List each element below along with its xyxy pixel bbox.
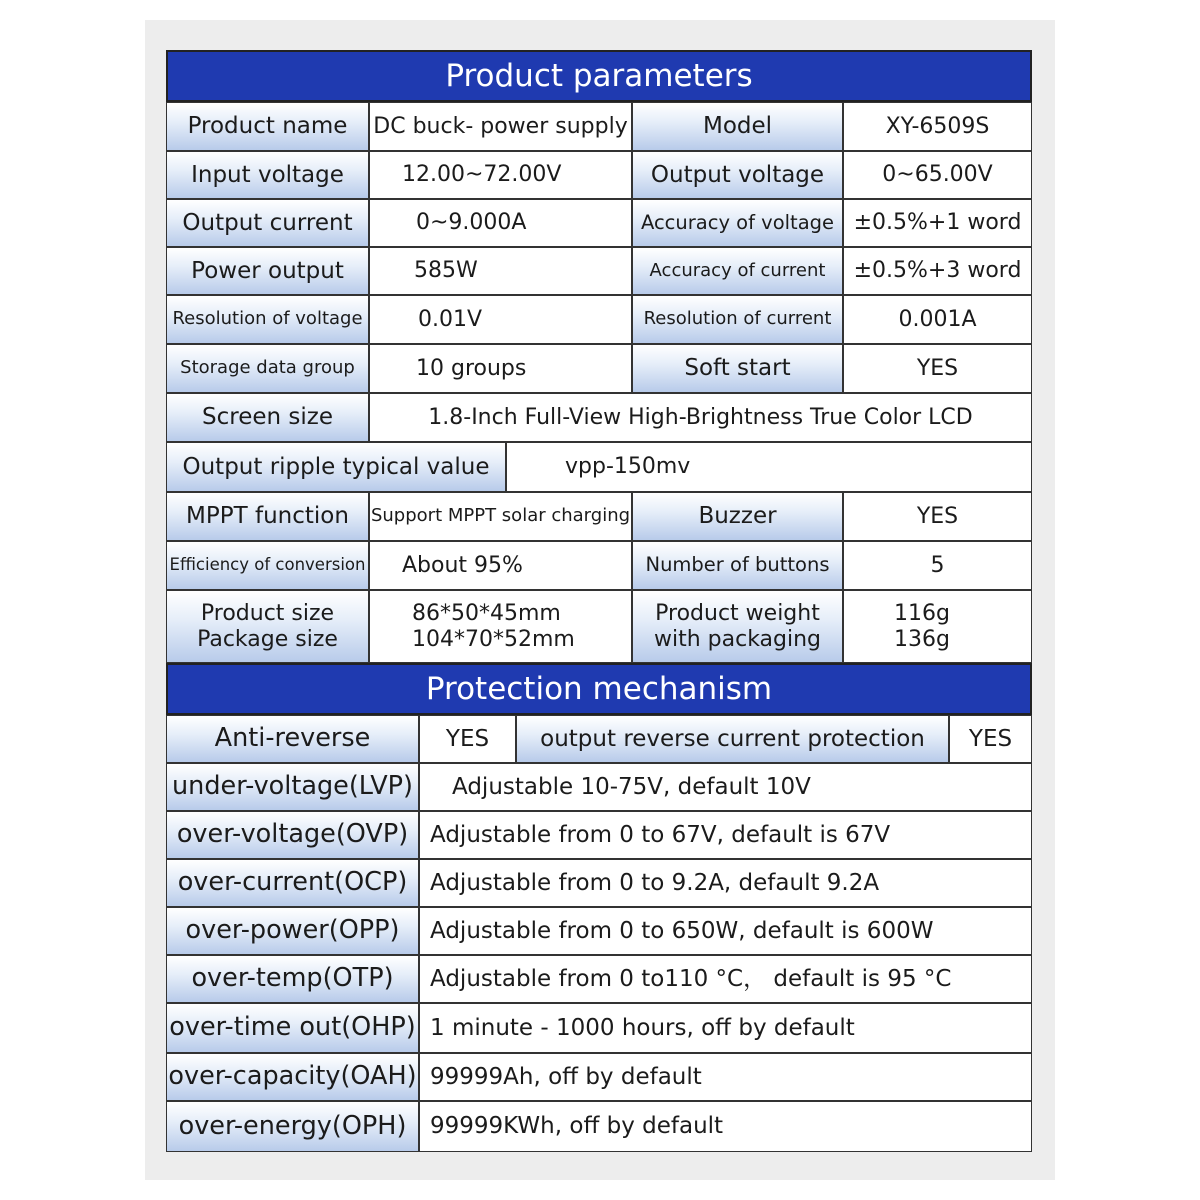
efficiency-of-conversion-value: About 95% [369, 541, 632, 590]
power-output-label: Power output [166, 247, 369, 295]
protection-row-label-ohp: over-time out(OHP) [166, 1003, 419, 1053]
power-output-value: 585W [369, 247, 632, 295]
protection-row-label-ocp: over-current(OCP) [166, 859, 419, 907]
package-size-value: 104*70*52mm [412, 626, 575, 652]
product-parameters-header: Product parameters [166, 50, 1032, 102]
protection-row-value-ocp: Adjustable from 0 to 9.2A, default 9.2A [419, 859, 1032, 907]
output-ripple-value: vpp-150mv [506, 442, 1032, 492]
model-value: XY-6509S [843, 102, 1032, 151]
storage-data-group-value: 10 groups [369, 344, 632, 393]
reverse-current-protection-label: output reverse current protection [516, 715, 949, 763]
output-current-label: Output current [166, 199, 369, 247]
input-voltage-value: 12.00~72.00V [369, 151, 632, 199]
output-ripple-label: Output ripple typical value [166, 442, 506, 492]
accuracy-of-current-value: ±0.5%+3 word [843, 247, 1032, 295]
soft-start-label: Soft start [632, 344, 843, 393]
protection-row-label-ovp: over-voltage(OVP) [166, 811, 419, 859]
product-weight-value [843, 590, 1032, 663]
efficiency-of-conversion-label: Efficiency of conversion [166, 541, 369, 590]
package-size-label: Package size [197, 626, 338, 652]
accuracy-of-voltage-value: ±0.5%+1 word [843, 199, 1032, 247]
product-name-label: Product name [166, 102, 369, 151]
protection-row-label-lvp: under-voltage(LVP) [166, 763, 419, 811]
protection-row-value-ohp: 1 minute - 1000 hours, off by default [419, 1003, 1032, 1053]
protection-row-value-lvp: Adjustable 10-75V, default 10V [419, 763, 1032, 811]
buzzer-value: YES [843, 492, 1032, 541]
screen-size-value: 1.8-Inch Full-View High-Brightness True Color LCD [369, 393, 1032, 442]
protection-row-label-otp: over-temp(OTP) [166, 955, 419, 1003]
output-voltage-label: Output voltage [632, 151, 843, 199]
number-of-buttons-label: Number of buttons [632, 541, 843, 590]
product-name-value: DC buck- power supply [369, 102, 632, 151]
buzzer-label: Buzzer [632, 492, 843, 541]
protection-row-value-ovp: Adjustable from 0 to 67V, default is 67V [419, 811, 1032, 859]
resolution-of-current-label: Resolution of current [632, 295, 843, 344]
product-package-size-value [369, 590, 632, 663]
resolution-of-voltage-label: Resolution of voltage [166, 295, 369, 344]
protection-row-label-oph: over-energy(OPH) [166, 1101, 419, 1152]
packaging-weight-value-line: 136g [894, 626, 950, 652]
product-weight-value-line: 116g [894, 601, 950, 627]
protection-row-value-otp: Adjustable from 0 to110 °C， default is 95 °C [419, 955, 1032, 1003]
soft-start-value: YES [843, 344, 1032, 393]
mppt-function-label: MPPT function [166, 492, 369, 541]
protection-row-value-opp: Adjustable from 0 to 650W, default is 600W [419, 907, 1032, 955]
protection-row-value-oah: 99999Ah, off by default [419, 1053, 1032, 1101]
product-package-size-label [166, 590, 369, 663]
anti-reverse-label: Anti-reverse [166, 715, 419, 763]
output-voltage-value: 0~65.00V [843, 151, 1032, 199]
product-weight-label-line: Product weight [655, 601, 820, 627]
protection-row-label-oah: over-capacity(OAH) [166, 1053, 419, 1101]
product-size-value: 86*50*45mm [412, 601, 561, 627]
mppt-function-value: Support MPPT solar charging [369, 492, 632, 541]
product-weight-label [632, 590, 843, 663]
protection-row-label-opp: over-power(OPP) [166, 907, 419, 955]
resolution-of-current-value: 0.001A [843, 295, 1032, 344]
anti-reverse-value: YES [419, 715, 516, 763]
reverse-current-protection-value: YES [949, 715, 1032, 763]
storage-data-group-label: Storage data group [166, 344, 369, 393]
input-voltage-label: Input voltage [166, 151, 369, 199]
resolution-of-voltage-value: 0.01V [369, 295, 632, 344]
accuracy-of-current-label: Accuracy of current [632, 247, 843, 295]
output-current-value: 0~9.000A [369, 199, 632, 247]
packaging-weight-label-line: with packaging [653, 626, 822, 652]
screen-size-label: Screen size [166, 393, 369, 442]
protection-row-value-oph: 99999KWh, off by default [419, 1101, 1032, 1152]
model-label: Model [632, 102, 843, 151]
accuracy-of-voltage-label: Accuracy of voltage [632, 199, 843, 247]
number-of-buttons-value: 5 [843, 541, 1032, 590]
product-size-label: Product size [200, 601, 335, 627]
protection-mechanism-header: Protection mechanism [166, 663, 1032, 715]
